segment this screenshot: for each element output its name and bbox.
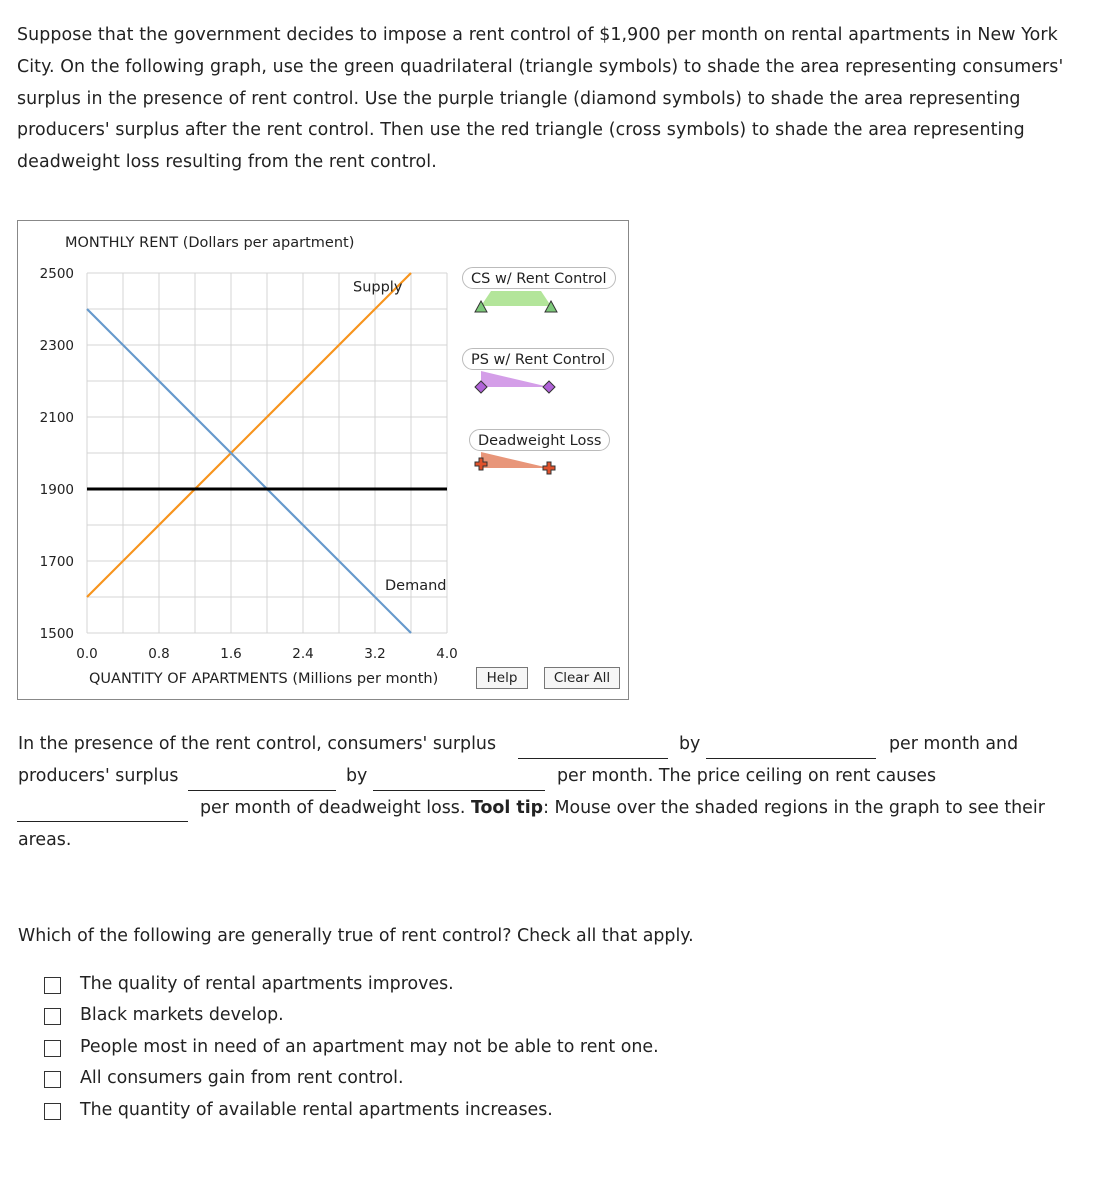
graph-panel xyxy=(17,220,629,700)
ps-swatch xyxy=(481,371,549,387)
x-tick-label: 0.8 xyxy=(148,646,170,662)
curve-supply xyxy=(87,273,411,597)
option-label-0: The quality of rental apartments improves. xyxy=(80,974,454,994)
checkbox-1[interactable] xyxy=(44,1008,61,1025)
y-tick-label: 1500 xyxy=(39,626,74,642)
supply-label: Supply xyxy=(353,279,403,296)
cs-tool-label[interactable]: CS w/ Rent Control xyxy=(462,267,616,289)
x-tick-label: 0.0 xyxy=(76,646,98,662)
checkbox-3[interactable] xyxy=(44,1071,61,1088)
x-tick-label: 3.2 xyxy=(364,646,386,662)
ps-tool-label[interactable]: PS w/ Rent Control xyxy=(462,348,614,370)
dwl-amount-input[interactable] xyxy=(17,821,188,822)
sentence-per-month-and: per month and xyxy=(889,734,1019,754)
y-tick-label: 1700 xyxy=(39,554,74,570)
dwl-swatch xyxy=(481,452,549,468)
ps-diamond-icon[interactable] xyxy=(543,381,555,393)
cs-swatch xyxy=(481,291,551,306)
cs-amount-input[interactable] xyxy=(706,758,876,759)
checkbox-4[interactable] xyxy=(44,1103,61,1120)
graph-canvas[interactable] xyxy=(18,221,628,699)
tooltip-label: Tool tip xyxy=(470,798,544,818)
dwl-tool-label[interactable]: Deadweight Loss xyxy=(469,429,610,451)
demand-label: Demand xyxy=(385,578,447,595)
sentence-dwl xyxy=(200,798,1045,818)
ps-change-dropdown[interactable] xyxy=(188,790,336,791)
x-tick-label: 4.0 xyxy=(436,646,458,662)
x-tick-label: 1.6 xyxy=(220,646,242,662)
option-label-4: The quantity of available rental apartments increases. xyxy=(80,1100,553,1120)
x-axis-title: QUANTITY OF APARTMENTS (Millions per month) xyxy=(89,671,439,687)
x-tick-label: 2.4 xyxy=(292,646,314,662)
sentence-ps: producers' surplus xyxy=(18,766,179,786)
cs-change-dropdown[interactable] xyxy=(518,758,668,759)
option-label-2: People most in need of an apartment may not be able to rent one. xyxy=(80,1037,659,1057)
checkbox-2[interactable] xyxy=(44,1040,61,1057)
ps-amount-input[interactable] xyxy=(373,790,545,791)
sentence-price-ceiling: per month. The price ceiling on rent causes xyxy=(557,766,937,786)
question-text: Which of the following are generally true of rent control? Check all that apply. xyxy=(18,926,694,946)
sentence-cs: In the presence of the rent control, consumers' surplus xyxy=(18,734,497,754)
clear-all-button[interactable]: Clear All xyxy=(544,667,620,689)
help-button[interactable]: Help xyxy=(476,667,528,689)
sentence-dwl-text: per month of deadweight loss. xyxy=(200,798,466,818)
y-tick-label: 2100 xyxy=(39,410,74,426)
curve-demand xyxy=(87,309,411,633)
sentence-areas: areas. xyxy=(18,830,72,850)
y-tick-label: 1900 xyxy=(39,482,74,498)
problem-statement: Suppose that the government decides to impose a rent control of $1,900 per month on rental apartments in New York City. On the following graph, use the green quadrilateral (triangle symbols) to shade the area representing consumers' surplus in the presence of rent control. Use the purple triangle (diamond symbols) to shade the area representing producers' surplus after the rent control. Then use the red triangle (cross symbols) to shade the area representing deadweight loss resulting from the rent control. xyxy=(17,25,1064,173)
option-label-3: All consumers gain from rent control. xyxy=(80,1068,404,1088)
y-tick-label: 2300 xyxy=(39,338,74,354)
dwl-cross-icon[interactable] xyxy=(543,462,555,474)
tooltip-text: : Mouse over the shaded regions in the graph to see their xyxy=(543,798,1045,818)
by-label-2: by xyxy=(346,766,368,786)
checkbox-0[interactable] xyxy=(44,977,61,994)
by-label-1: by xyxy=(679,734,701,754)
option-label-1: Black markets develop. xyxy=(80,1005,284,1025)
y-axis-title: MONTHLY RENT (Dollars per apartment) xyxy=(65,235,355,251)
y-tick-label: 2500 xyxy=(39,266,74,282)
